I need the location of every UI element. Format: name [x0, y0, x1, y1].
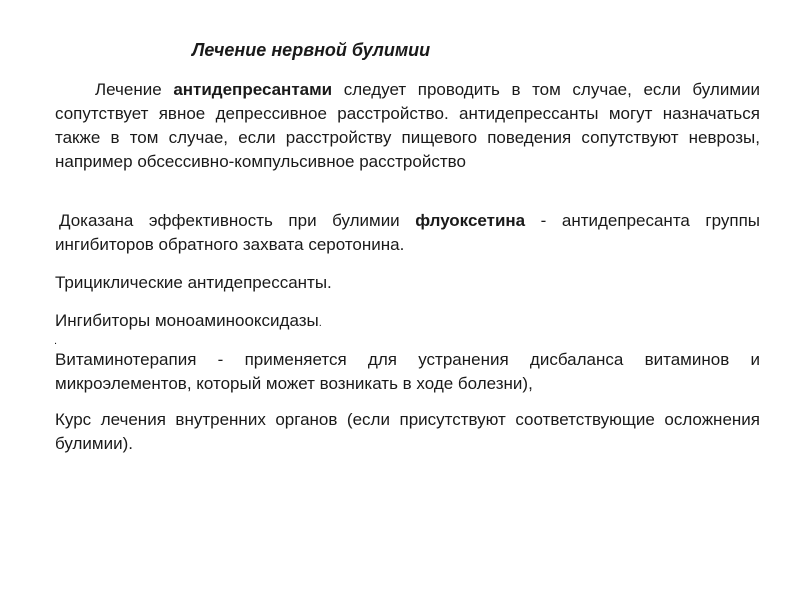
- paragraph-mao-inhibitors: [55, 309, 760, 335]
- slide-title: Лечение нервной булимии: [192, 40, 431, 60]
- p2-text-after: - антидепресанта группы ингибиторов обратного захвата серотонина.: [55, 211, 760, 254]
- paragraph-fluoxetine: [55, 209, 760, 257]
- stray-dot: .: [54, 335, 58, 347]
- paragraph-tricyclic: Трициклические антидепрессанты.: [55, 273, 332, 292]
- p2-bold-term: флуоксетина: [415, 211, 526, 230]
- p2-text-before: Доказана эффективность при булимии: [59, 211, 416, 230]
- p1-bold-term: антидепресантами: [173, 80, 333, 99]
- paragraph-antidepressants: [55, 78, 760, 174]
- paragraph-internal-organs: Курс лечения внутренних органов (если присутствуют соответствующие осложнения булимии).: [55, 410, 760, 453]
- p1-text-after: следует проводить в том случае, если булимии сопутствует явное депрессивное расстройство. антидепрессанты могут назначаться также в том случае, если расстройству пищевого поведения сопутствуют неврозы, например обсессивно-компульсивное расстройство: [55, 80, 761, 171]
- p1-text-before: Лечение: [95, 80, 174, 99]
- p4-trailing-dot: .: [318, 317, 322, 329]
- paragraph-vitamin-therapy: Витаминотерапия - применяется для устранения дисбаланса витаминов и микроэлементов, который может возникать в ходе болезни),: [55, 350, 760, 393]
- p4-text: Ингибиторы моноаминооксидазы: [55, 311, 319, 330]
